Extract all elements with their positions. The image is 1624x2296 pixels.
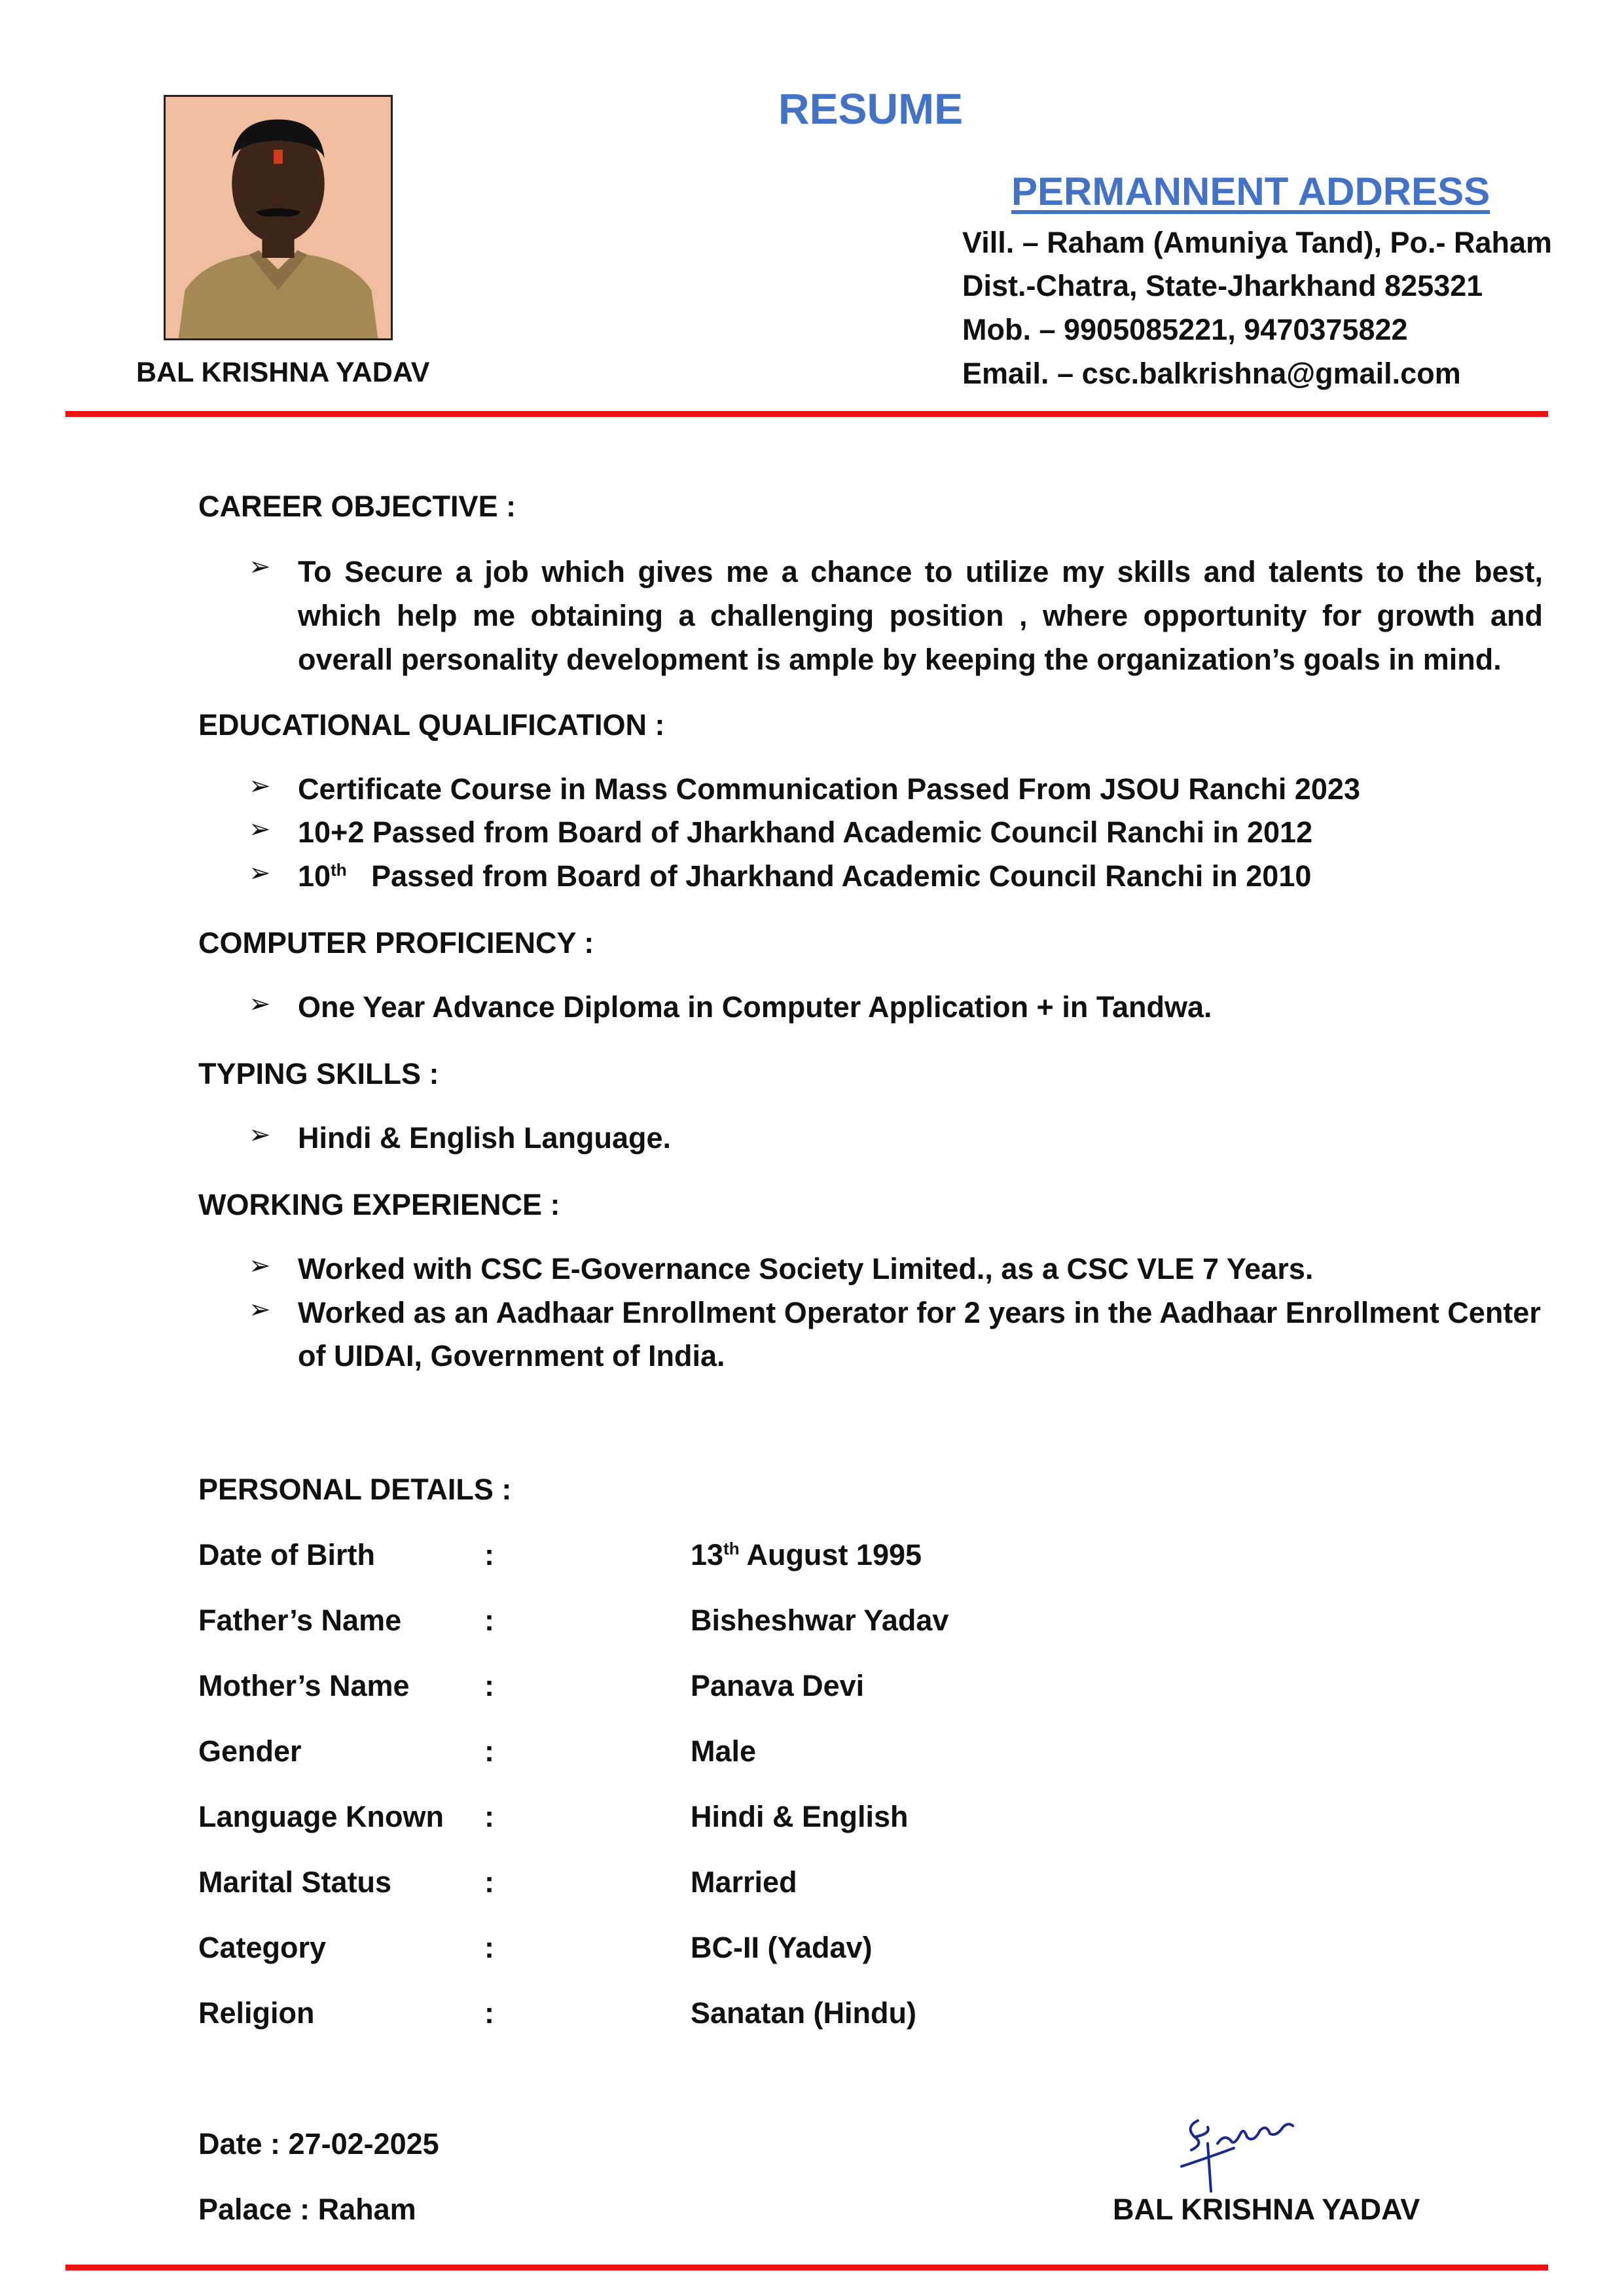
- address-line-email: Email. – csc.balkrishna@gmail.com: [962, 357, 1461, 390]
- education-item: 10th Passed from Board of Jharkhand Academic Council Ranchi in 2010: [298, 859, 1312, 893]
- header-divider: [65, 411, 1548, 417]
- religion-label: Religion: [198, 1996, 315, 2030]
- career-objective-text: To Secure a job which gives me a chance to utilize my skills and talents to the best, which help me obtaining a challenging position , where opportunity for growth and overall personality development is ample by keeping the organization’s goals in mind.: [298, 555, 1543, 676]
- signature: [1172, 2108, 1296, 2193]
- education-heading: EDUCATIONAL QUALIFICATION :: [198, 708, 665, 742]
- working-experience-heading: WORKING EXPERIENCE :: [198, 1188, 560, 1221]
- work-item-continued: of UIDAI, Government of India.: [298, 1339, 725, 1372]
- work-item: Worked as an Aadhaar Enrollment Operator for 2 years in the Aadhaar Enrollment Center: [298, 1296, 1541, 1329]
- arrowhead-bullet-icon: ➢: [249, 814, 271, 844]
- category-label: Category: [198, 1931, 327, 1964]
- signature-name: BAL KRISHNA YADAV: [1113, 2193, 1420, 2226]
- mothers-name-colon: :: [484, 1669, 494, 1702]
- category-colon: :: [484, 1931, 494, 1964]
- mothers-name-value: Panava Devi: [691, 1669, 865, 1702]
- work-item: Worked with CSC E-Governance Society Limited., as a CSC VLE 7 Years.: [298, 1252, 1314, 1285]
- address-heading: PERMANNENT ADDRESS: [1011, 170, 1490, 213]
- marital-status-value: Married: [691, 1865, 797, 1899]
- typing-skills-heading: TYPING SKILLS :: [198, 1057, 439, 1090]
- computer-proficiency-heading: COMPUTER PROFICIENCY :: [198, 926, 594, 960]
- arrowhead-bullet-icon: ➢: [249, 1295, 271, 1325]
- personal-details-heading: PERSONAL DETAILS :: [198, 1473, 512, 1506]
- dob-colon: :: [484, 1538, 494, 1571]
- fathers-name-label: Father’s Name: [198, 1604, 402, 1637]
- arrowhead-bullet-icon: ➢: [249, 1251, 271, 1281]
- arrowhead-bullet-icon: ➢: [249, 989, 271, 1019]
- language-known-value: Hindi & English: [691, 1800, 909, 1833]
- education-item: Certificate Course in Mass Communication Passed From JSOU Ranchi 2023: [298, 772, 1360, 806]
- education-item: 10+2 Passed from Board of Jharkhand Academic Council Ranchi in 2012: [298, 816, 1313, 849]
- place-line: Palace : Raham: [198, 2193, 416, 2226]
- fathers-name-colon: :: [484, 1604, 494, 1637]
- gender-colon: :: [484, 1734, 494, 1768]
- category-value: BC-II (Yadav): [691, 1931, 873, 1964]
- address-line-district: Dist.-Chatra, State-Jharkhand 825321: [962, 269, 1483, 302]
- resume-title: RESUME: [778, 84, 964, 133]
- computer-item: One Year Advance Diploma in Computer Application + in Tandwa.: [298, 990, 1212, 1024]
- typing-item: Hindi & English Language.: [298, 1121, 672, 1155]
- marital-status-colon: :: [484, 1865, 494, 1899]
- candidate-name: BAL KRISHNA YADAV: [136, 357, 430, 388]
- mothers-name-label: Mother’s Name: [198, 1669, 410, 1702]
- gender-label: Gender: [198, 1734, 302, 1768]
- arrowhead-bullet-icon: ➢: [249, 552, 271, 582]
- arrowhead-bullet-icon: ➢: [249, 771, 271, 801]
- religion-value: Sanatan (Hindu): [691, 1996, 916, 2030]
- dob-value: 13th August 1995: [691, 1538, 922, 1571]
- career-objective-heading: CAREER OBJECTIVE :: [198, 490, 516, 523]
- footer-divider: [65, 2265, 1548, 2270]
- address-line-mobile: Mob. – 9905085221, 9470375822: [962, 313, 1408, 346]
- language-known-label: Language Known: [198, 1800, 444, 1833]
- date-line: Date : 27-02-2025: [198, 2127, 439, 2161]
- language-known-colon: :: [484, 1800, 494, 1833]
- gender-value: Male: [691, 1734, 757, 1768]
- address-line-village: Vill. – Raham (Amuniya Tand), Po.- Raham: [962, 226, 1553, 259]
- marital-status-label: Marital Status: [198, 1865, 392, 1899]
- religion-colon: :: [484, 1996, 494, 2030]
- dob-label: Date of Birth: [198, 1538, 375, 1571]
- arrowhead-bullet-icon: ➢: [249, 1120, 271, 1150]
- fathers-name-value: Bisheshwar Yadav: [691, 1604, 949, 1637]
- arrowhead-bullet-icon: ➢: [249, 858, 271, 888]
